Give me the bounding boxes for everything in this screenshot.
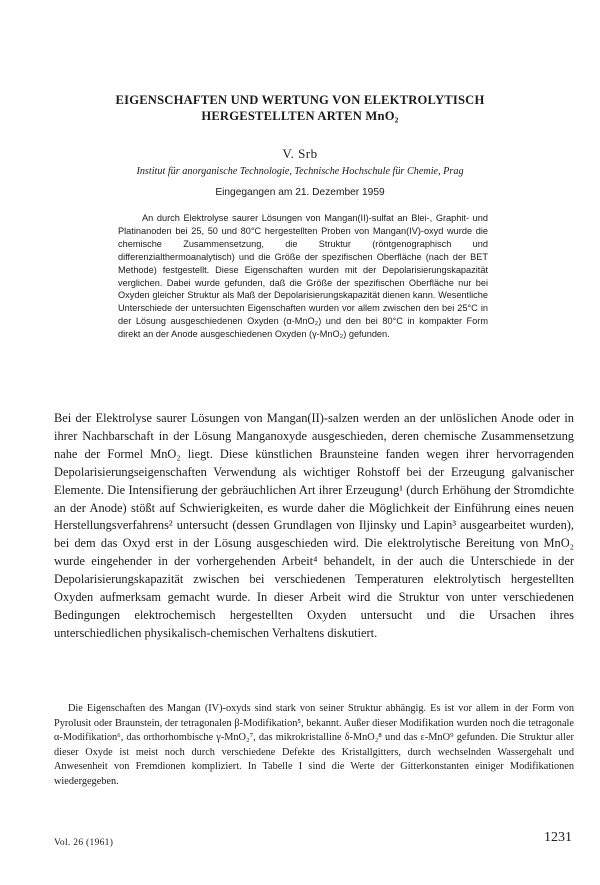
journal-volume: Vol. 26 (1961) — [54, 838, 114, 848]
author-name: V. Srb — [282, 146, 318, 161]
title-line-2: HERGESTELLTEN ARTEN MnO₂ — [201, 109, 399, 123]
author-affiliation: Institut für anorganische Technologie, Technische Hochschule für Chemie, Prag — [136, 166, 464, 177]
paper-title — [40, 92, 560, 124]
structure-paragraph: Die Eigenschaften des Mangan (IV)-oxyds sind stark von seiner Struktur abhängig. Es ist vor allem in der Form von Pyrolusit oder Braunstein, der tetragonalen β-Modifikation⁵, bekannt. Außer dieser Modifikation wurden noch die tetragonale α-Modifikation⁶, das orthorhombische γ-MnO₂⁷, das mikrokristalline δ-MnO₂⁸ und das ε-MnO⁹ gefunden. Die Struktur aller dieser Oxyde ist meist noch durch verschiedene Defekte des Kristallgitters, durch wechselnden Wassergehalt und Anwesenheit von Fremdionen kompliziert. In Tabelle I sind die Werte der Gitterkonstanten einiger Modifikationen wiedergegeben. — [54, 703, 574, 787]
intro-paragraph: Bei der Elektrolyse saurer Lösungen von Mangan(II)-salzen werden an der unlöslichen Anode oder in ihrer Nachbarschaft in der Lösung Manganoxyde ausgeschieden, deren chemische Zusammensetzung nahe der Formel MnO₂ liegt. Diese künstlichen Braunsteine fanden wegen ihrer hervorragenden Depolarisierungseigenschaften Verwendung als wichtiger Rohstoff bei der Erzeugung galvanischer Elemente. Die Intensifierung der gebräuchlichen Art ihrer Erzeugung¹ (durch Erhöhung der Stromdichte an der Anode) stößt auf Schwierigkeiten, es wurde daher die Möglichkeit der Einführung eines neuen Herstellungsverfahrens² untersucht (dessen Grundlagen von Iljinsky und Lapin³ ausgearbeitet wurden), bei dem das Oxyd erst in der Lösung ausgeschieden wird. Die elektrolytische Bereitung von MnO₂ wurde eingehender in der vorhergehenden Arbeit⁴ behandelt, in der auch die Unterschiede in der Depolarisierungskapazität zwischen bei verschiedenen Temperaturen elektrolytisch hergestellten Oxyden aufmerksam gemacht wurde. In dieser Arbeit wird die Struktur von unter verschiedenen Bedingungen elektrochemisch hergestellten Oxyden untersucht und die Ursachen ihres unterschiedlichen physikalisch-chemischen Verhaltens diskutiert. — [54, 411, 574, 640]
received-date: Eingegangen am 21. Dezember 1959 — [215, 187, 385, 198]
abstract: An durch Elektrolyse saurer Lösungen von Mangan(II)-sulfat an Blei-, Graphit- und Platinanoden bei 25, 50 und 80°C hergestellten Proben von Mangan(IV)-oxyd wurde die chemische Zusammensetzung, die Struktur (röntgenographisch und differenzialthermoanalytisch) und die Größe der spezifischen Oberfläche (nach der BET Methode) festgestellt. Diese Eigenschaften wurden mit der Depolarisierungskapazität verglichen. Dabei wurde gefunden, daß die Größe der spezifischen Oberfläche nur bei Oxyden gleicher Struktur als Maß der Depolarisierungskapazität dienen kann. Wesentliche Unterschiede der untersuchten Eigenschaften wurden vor allem zwischen den bei 25°C in der Lösung ausgeschiedenen Oxyden (α-MnO₂) und den bei 80°C in kompakter Form direkt an der Anode ausgeschiedenen Oxyden (γ-MnO₂) gefunden. — [118, 213, 488, 340]
page-number: 1231 — [544, 830, 572, 845]
title-line-1: EIGENSCHAFTEN UND WERTUNG VON ELEKTROLYTISCH — [115, 93, 485, 107]
